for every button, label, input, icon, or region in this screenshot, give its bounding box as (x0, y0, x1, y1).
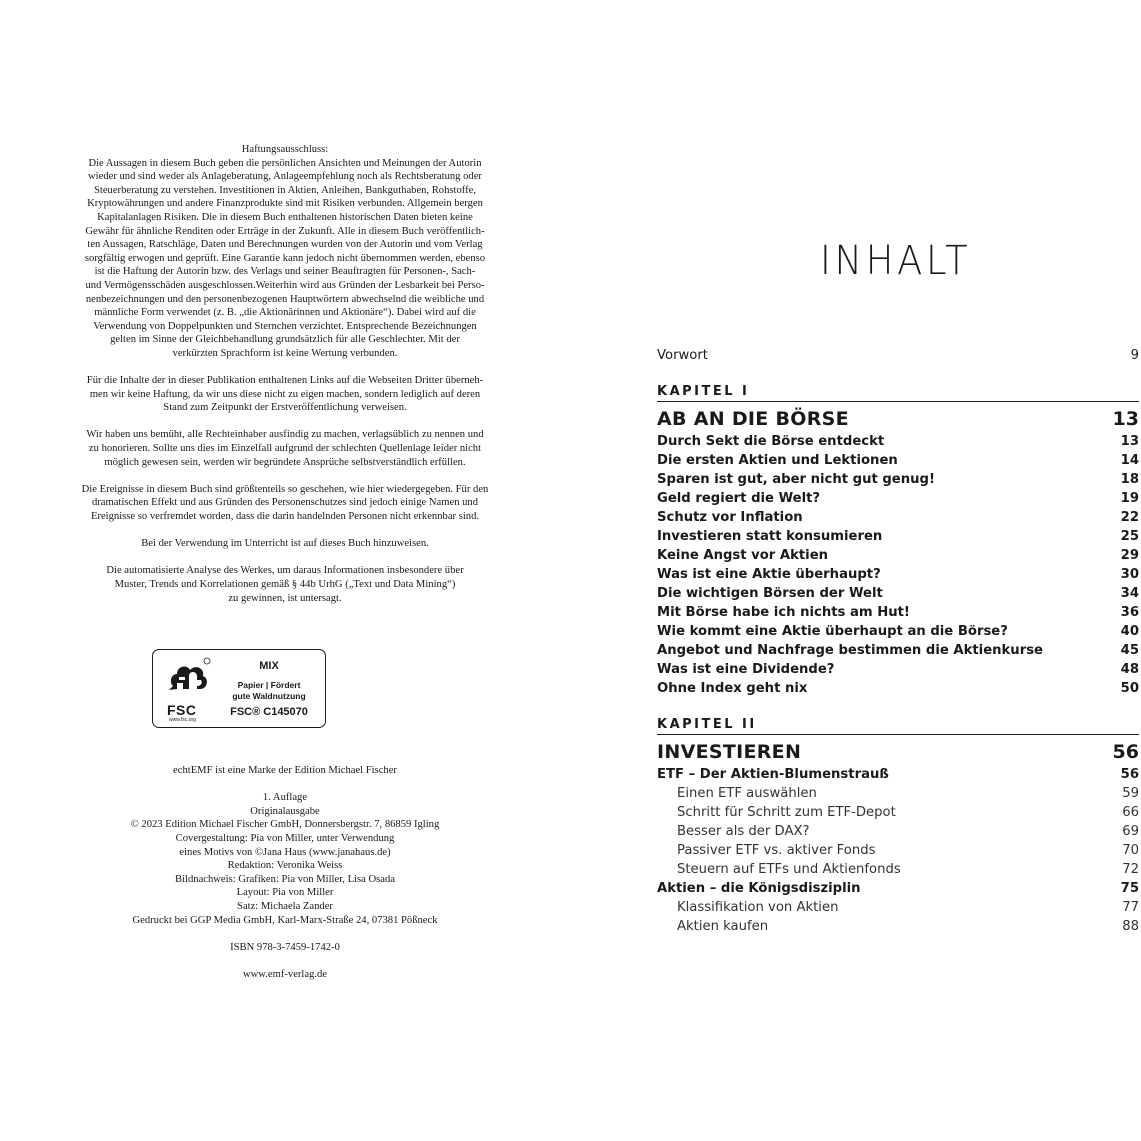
chapter-rule (657, 734, 1139, 735)
disclaimer-block-line: Verwendung von Doppelpunkten und Sternchen verzichtet. Entsprechende Bezeichnungen (93, 320, 477, 332)
toc-entry[interactable] (657, 565, 1139, 584)
toc-entry[interactable] (657, 508, 1139, 527)
toc-entry[interactable] (657, 451, 1139, 470)
toc-entry-page: 72 (1122, 862, 1139, 877)
toc-entry-title: Steuern auf ETFs und Aktienfonds (677, 862, 901, 877)
rights-block-line: zu honorieren. Sollte uns dies im Einzelfall aufgrund der schlechten Quellenlage leider nicht (88, 443, 482, 455)
credits-block-line: Satz: Michaela Zander (237, 900, 333, 912)
toc-entry[interactable] (657, 546, 1139, 565)
disclaimer-block-line: und Vermögensschäden ausgeschlossen.Weiterhin wird aus Gründen der Lesbarkeit bei Perso- (85, 279, 485, 291)
toc-entry-title: Passiver ETF vs. aktiver Fonds (677, 843, 876, 858)
chapter-rule (657, 401, 1139, 402)
toc-entry-page: 22 (1120, 510, 1139, 525)
toc-entry-title: Mit Börse habe ich nichts am Hut! (657, 605, 910, 620)
toc-entry-title: Geld regiert die Welt? (657, 491, 821, 506)
disclaimer-block-line: ten Aussagen, Ratschläge, Daten und Berechnungen wurden von der Autorin und vom Verlag (87, 239, 483, 251)
rights-block-line: möglich gewesen sein, werden wir begründete Ansprüche selbstverständlich erfüllen. (104, 456, 466, 468)
chapter-label: KAPITEL II (657, 717, 757, 732)
chapter-page: 13 (1112, 408, 1139, 430)
toc-entry[interactable] (657, 679, 1139, 698)
toc-entry[interactable] (657, 917, 1139, 936)
chapter-label: KAPITEL I (657, 384, 750, 399)
fsc-mix: MIX (259, 660, 279, 672)
credits-block-line: Bildnachweis: Grafiken: Pia von Miller, Lisa Osada (175, 873, 395, 885)
credits-block-line: Covergestaltung: Pia von Miller, unter Verwendung (175, 832, 395, 844)
disclaimer-block-line: Steuerberatung zu verstehen. Investitionen in Aktien, Anleihen, Bankguthaben, Rohstoffe, (94, 184, 476, 196)
website: www.emf-verlag.de (242, 968, 328, 980)
toc-entry[interactable] (657, 860, 1139, 879)
disclaimer-block-line: gelten im Sinne der Gleichbehandlung grundsätzlich für alle Geschlechter. Mit der (110, 334, 460, 346)
disclaimer-block (0, 143, 585, 361)
tdm-block-line: Die automatisierte Analyse des Werkes, um daraus Informationen insbesondere über (106, 565, 464, 577)
toc-entry-page: 25 (1120, 529, 1139, 544)
school-block-line: Bei der Verwendung im Unterricht ist auf dieses Buch hinzuweisen. (141, 538, 429, 550)
isbn: ISBN 978-3-7459-1742-0 (230, 941, 340, 953)
toc-entry-page: 34 (1120, 586, 1139, 601)
toc-entry-page: 30 (1120, 567, 1139, 582)
disclaimer-block-line: männliche Form verwendet (z. B. „die Aktionärinnen und Aktionäre“). Dabei wird auf die (94, 307, 476, 319)
events-block (0, 483, 585, 524)
links-block-line: Für die Inhalte der in dieser Publikation enthaltenen Links auf die Webseiten Dritter überneh- (86, 375, 484, 387)
toc-entry[interactable] (657, 765, 1139, 784)
chapter-page: 56 (1112, 741, 1139, 763)
toc-entry[interactable] (657, 841, 1139, 860)
credits-block-line: Gedruckt bei GGP Media GmbH, Karl-Marx-Straße 24, 07381 Pößneck (132, 914, 438, 926)
toc-entry-title: Aktien kaufen (677, 919, 769, 934)
disclaimer-block-line: Haftungsausschluss: (241, 144, 329, 155)
disclaimer-block-line: Kapitalanlagen Risiken. Die in diesem Buch enthaltenen historischen Daten bieten keine (97, 211, 473, 223)
toc-entry-title: Sparen ist gut, aber nicht gut genug! (657, 472, 935, 487)
chapter-heading[interactable] (657, 406, 1139, 432)
fsc-category (215, 680, 323, 702)
toc-entry-page: 75 (1120, 881, 1139, 896)
toc-entry-title: Klassifikation von Aktien (677, 900, 839, 915)
chapter-heading[interactable] (657, 739, 1139, 765)
credits-block-line: © 2023 Edition Michael Fischer GmbH, Donnersbergstr. 7, 86859 Igling (130, 819, 440, 831)
disclaimer-block-line: sorgfältig erwogen und geprüft. Eine Garantie kann jedoch nicht übernommen werden, ebenso (84, 252, 486, 264)
toc-entry[interactable] (657, 898, 1139, 917)
toc-entry-title: ETF – Der Aktien-Blumenstrauß (657, 767, 889, 782)
credits-block (0, 791, 585, 927)
disclaimer-block-line: nenbezeichnungen und den personenbezogenen Hauptwörtern abwechselnd die weibliche und (85, 293, 485, 305)
toc-entry[interactable] (657, 527, 1139, 546)
credits-block-line: Originalausgabe (250, 805, 320, 817)
toc-entry-page: 40 (1120, 624, 1139, 639)
credits-block-line: 1. Auflage (262, 792, 308, 804)
toc-entry-page: 18 (1120, 472, 1139, 487)
fsc-logo-url: www.fsc.org (169, 717, 196, 723)
toc-entry-page: 50 (1120, 681, 1139, 696)
toc-entry-page: 66 (1122, 805, 1139, 820)
toc-entry-page: 59 (1122, 786, 1139, 801)
toc-entry[interactable] (657, 432, 1139, 451)
imprint-text (0, 143, 585, 619)
toc-entry-page: 69 (1122, 824, 1139, 839)
fsc-category-line: gute Waldnutzung (232, 691, 306, 701)
toc-entry-title: Investieren statt konsumieren (657, 529, 883, 544)
toc-entry[interactable] (657, 489, 1139, 508)
toc-entry-title: Wie kommt eine Aktie überhaupt an die Börse? (657, 624, 1008, 639)
toc-entry-title: Besser als der DAX? (677, 824, 810, 839)
toc-entry-title: Schutz vor Inflation (657, 510, 803, 525)
table-of-contents (657, 346, 1139, 936)
fsc-category-line: Papier | Fördert (237, 680, 301, 690)
credits-block-line: eines Motivs von ©Jana Haus (www.janahaus.de) (179, 846, 391, 858)
disclaimer-block-line: Kryptowährungen und andere Finanzprodukte sind mit Risiken verbunden. Allgemein bergen (87, 198, 483, 210)
toc-entry[interactable] (657, 641, 1139, 660)
disclaimer-block-line: ist die Haftung der Autorin bzw. des Verlags und seiner Beauftragten für Personen-, Sach- (94, 266, 476, 278)
toc-entry[interactable] (657, 470, 1139, 489)
toc-entry-page: 77 (1122, 900, 1139, 915)
toc-entry[interactable] (657, 660, 1139, 679)
credits-block-line: Layout: Pia von Miller (236, 887, 334, 899)
chapter-title: AB AN DIE BÖRSE (657, 408, 849, 430)
fsc-tree-icon (163, 656, 213, 706)
toc-entry[interactable] (657, 879, 1139, 898)
toc-entry-title: Die ersten Aktien und Lektionen (657, 453, 898, 468)
fsc-logo-text: FSC (167, 702, 197, 718)
imprint-page (0, 0, 570, 1141)
brand-line: echtEMF ist eine Marke der Edition Michael Fischer (173, 765, 397, 776)
fsc-code: FSC® C145070 (230, 706, 308, 718)
toc-entry[interactable] (657, 822, 1139, 841)
toc-entry-page: 48 (1120, 662, 1139, 677)
toc-entry-title: Schritt für Schritt zum ETF-Depot (677, 805, 896, 820)
toc-entry-title: Vorwort (657, 348, 708, 363)
toc-entry-title: Ohne Index geht nix (657, 681, 808, 696)
chapter-title: INVESTIEREN (657, 741, 802, 763)
toc-entry[interactable] (657, 622, 1139, 641)
school-block (0, 537, 585, 551)
toc-entry[interactable] (657, 784, 1139, 803)
toc-entry-page: 36 (1120, 605, 1139, 620)
credits-block-line: Redaktion: Veronika Weiss (227, 860, 343, 872)
toc-entry-page: 14 (1120, 453, 1139, 468)
toc-entry-page: 13 (1120, 434, 1139, 449)
tdm-block-line: zu gewinnen, ist untersagt. (228, 592, 342, 604)
disclaimer-block-line: verkürzten Sprachform ist keine Wertung verbunden. (172, 347, 398, 359)
toc-entry-title: Angebot und Nachfrage bestimmen die Aktienkurse (657, 643, 1043, 658)
toc-entry-title: Die wichtigen Börsen der Welt (657, 586, 883, 601)
toc-entry-page: 19 (1120, 491, 1139, 506)
toc-entry-page: 9 (1130, 348, 1139, 363)
toc-title: INHALT (820, 238, 972, 284)
links-block-line: Stand zum Zeitpunkt der Erstveröffentlichung verweisen. (163, 402, 407, 414)
disclaimer-block-line: Gewähr für ähnliche Renditen oder Erträge in der Zukunft. Alle in diesem Buch veröffentlich- (85, 225, 485, 237)
toc-entry-preface[interactable] (657, 346, 1139, 365)
toc-entry-title: Einen ETF auswählen (677, 786, 817, 801)
links-block-line: men wir keine Haftung, da wir uns diese nicht zu eigen machen, sondern lediglich auf deren (89, 388, 481, 400)
toc-entry-title: Aktien – die Königsdisziplin (657, 881, 861, 896)
toc-chapters (657, 382, 1139, 936)
toc-entry-page: 29 (1120, 548, 1139, 563)
toc-entry-title: Keine Angst vor Aktien (657, 548, 829, 563)
events-block-line: Die Ereignisse in diesem Buch sind größtenteils so geschehen, wie hier wiedergegeben. Für den (81, 483, 489, 495)
toc-entry[interactable] (657, 803, 1139, 822)
toc-entry-page: 70 (1122, 843, 1139, 858)
events-block-line: dramatischen Effekt und aus Gründen des Personenschutzes sind jedoch einige Namen und (91, 497, 479, 509)
toc-entry-title: Durch Sekt die Börse entdeckt (657, 434, 885, 449)
fsc-label (152, 649, 326, 728)
toc-entry-title: Was ist eine Aktie überhaupt? (657, 567, 881, 582)
events-block-line: Ereignisse so verfremdet worden, dass die darin handelnden Personen nicht erkennbar sind. (90, 511, 480, 523)
publisher-info (0, 764, 585, 982)
disclaimer-block-line: Die Aussagen in diesem Buch geben die persönlichen Ansichten und Meinungen der Autorin (88, 157, 482, 169)
rights-block (0, 428, 585, 469)
toc-entry-page: 56 (1120, 767, 1139, 782)
tdm-block-line: Muster, Trends und Korrelationen gemäß § 44b UrhG („Text und Data Mining“) (114, 579, 456, 590)
tdm-block (0, 564, 585, 605)
toc-entry[interactable] (657, 603, 1139, 622)
toc-entry-page: 45 (1120, 643, 1139, 658)
disclaimer-block-line: wieder und sind weder als Anlageberatung, Anlageempfehlung noch als Rechtsberatung oder (88, 171, 482, 183)
links-block (0, 374, 585, 415)
rights-block-line: Wir haben uns bemüht, alle Rechteinhaber ausfindig zu machen, verlagsüblich zu nennen und (86, 429, 484, 441)
toc-entry-page: 88 (1122, 919, 1139, 934)
toc-entry[interactable] (657, 584, 1139, 603)
toc-entry-title: Was ist eine Dividende? (657, 662, 835, 677)
